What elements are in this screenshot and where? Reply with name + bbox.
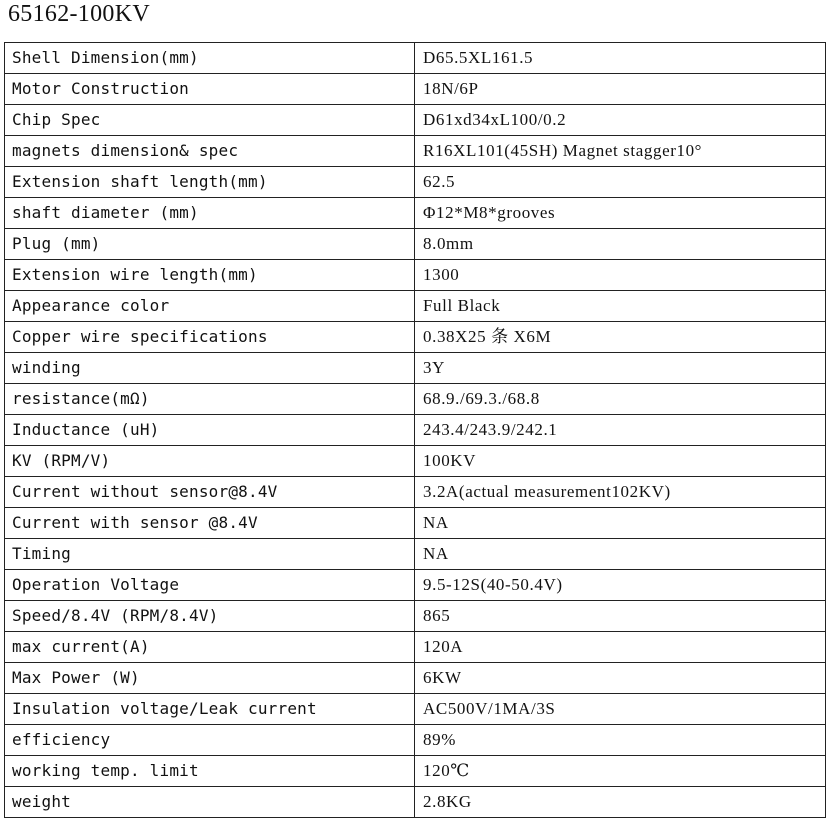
spec-value: 100KV — [415, 446, 826, 477]
spec-value: 8.0mm — [415, 229, 826, 260]
spec-param: Timing — [5, 539, 415, 570]
spec-value: 120℃ — [415, 756, 826, 787]
spec-value: NA — [415, 539, 826, 570]
spec-value: Full Black — [415, 291, 826, 322]
spec-param: max current(A) — [5, 632, 415, 663]
spec-param: Current without sensor@8.4V — [5, 477, 415, 508]
spec-param: magnets dimension& spec — [5, 136, 415, 167]
table-row — [5, 601, 826, 632]
spec-value: 243.4/243.9/242.1 — [415, 415, 826, 446]
spec-value: 1300 — [415, 260, 826, 291]
spec-param: Max Power (W) — [5, 663, 415, 694]
spec-value: Φ12*M8*grooves — [415, 198, 826, 229]
spec-value: 6KW — [415, 663, 826, 694]
spec-table — [4, 42, 826, 818]
spec-param: Insulation voltage/Leak current — [5, 694, 415, 725]
spec-param: weight — [5, 787, 415, 818]
spec-param: efficiency — [5, 725, 415, 756]
spec-value: 68.9./69.3./68.8 — [415, 384, 826, 415]
table-row — [5, 291, 826, 322]
spec-param: Inductance (uH) — [5, 415, 415, 446]
table-row — [5, 43, 826, 74]
table-row — [5, 229, 826, 260]
table-row — [5, 508, 826, 539]
spec-param: working temp. limit — [5, 756, 415, 787]
table-row — [5, 415, 826, 446]
spec-param: Motor Construction — [5, 74, 415, 105]
spec-param: Extension wire length(mm) — [5, 260, 415, 291]
spec-value: 3.2A(actual measurement102KV) — [415, 477, 826, 508]
table-row — [5, 198, 826, 229]
table-row — [5, 136, 826, 167]
spec-param: Current with sensor @8.4V — [5, 508, 415, 539]
spec-value: R16XL101(45SH) Magnet stagger10° — [415, 136, 826, 167]
spec-value: D65.5XL161.5 — [415, 43, 826, 74]
spec-param: winding — [5, 353, 415, 384]
spec-value: 0.38X25 条 X6M — [415, 322, 826, 353]
spec-value: 3Y — [415, 353, 826, 384]
page-title: 65162-100KV — [8, 1, 150, 27]
table-row — [5, 446, 826, 477]
spec-param: KV (RPM/V) — [5, 446, 415, 477]
table-row — [5, 477, 826, 508]
spec-value: D61xd34xL100/0.2 — [415, 105, 826, 136]
spec-param: Plug (mm) — [5, 229, 415, 260]
spec-value: AC500V/1MA/3S — [415, 694, 826, 725]
spec-param: Chip Spec — [5, 105, 415, 136]
spec-param: resistance(mΩ) — [5, 384, 415, 415]
spec-value: 865 — [415, 601, 826, 632]
spec-value: 62.5 — [415, 167, 826, 198]
spec-value: NA — [415, 508, 826, 539]
table-row — [5, 787, 826, 818]
spec-value: 2.8KG — [415, 787, 826, 818]
table-row — [5, 74, 826, 105]
table-row — [5, 663, 826, 694]
spec-param: Operation Voltage — [5, 570, 415, 601]
table-row — [5, 260, 826, 291]
spec-value: 18N/6P — [415, 74, 826, 105]
table-row — [5, 167, 826, 198]
spec-param: Shell Dimension(mm) — [5, 43, 415, 74]
table-row — [5, 322, 826, 353]
spec-param: shaft diameter (mm) — [5, 198, 415, 229]
spec-value: 89% — [415, 725, 826, 756]
table-row — [5, 384, 826, 415]
table-row — [5, 756, 826, 787]
spec-param: Appearance color — [5, 291, 415, 322]
spec-param: Copper wire specifications — [5, 322, 415, 353]
table-row — [5, 570, 826, 601]
spec-param: Speed/8.4V (RPM/8.4V) — [5, 601, 415, 632]
table-row — [5, 725, 826, 756]
table-row — [5, 105, 826, 136]
table-row — [5, 353, 826, 384]
table-row — [5, 539, 826, 570]
table-row — [5, 632, 826, 663]
spec-table-body — [5, 43, 826, 818]
spec-value: 9.5-12S(40-50.4V) — [415, 570, 826, 601]
table-row — [5, 694, 826, 725]
spec-value: 120A — [415, 632, 826, 663]
spec-param: Extension shaft length(mm) — [5, 167, 415, 198]
